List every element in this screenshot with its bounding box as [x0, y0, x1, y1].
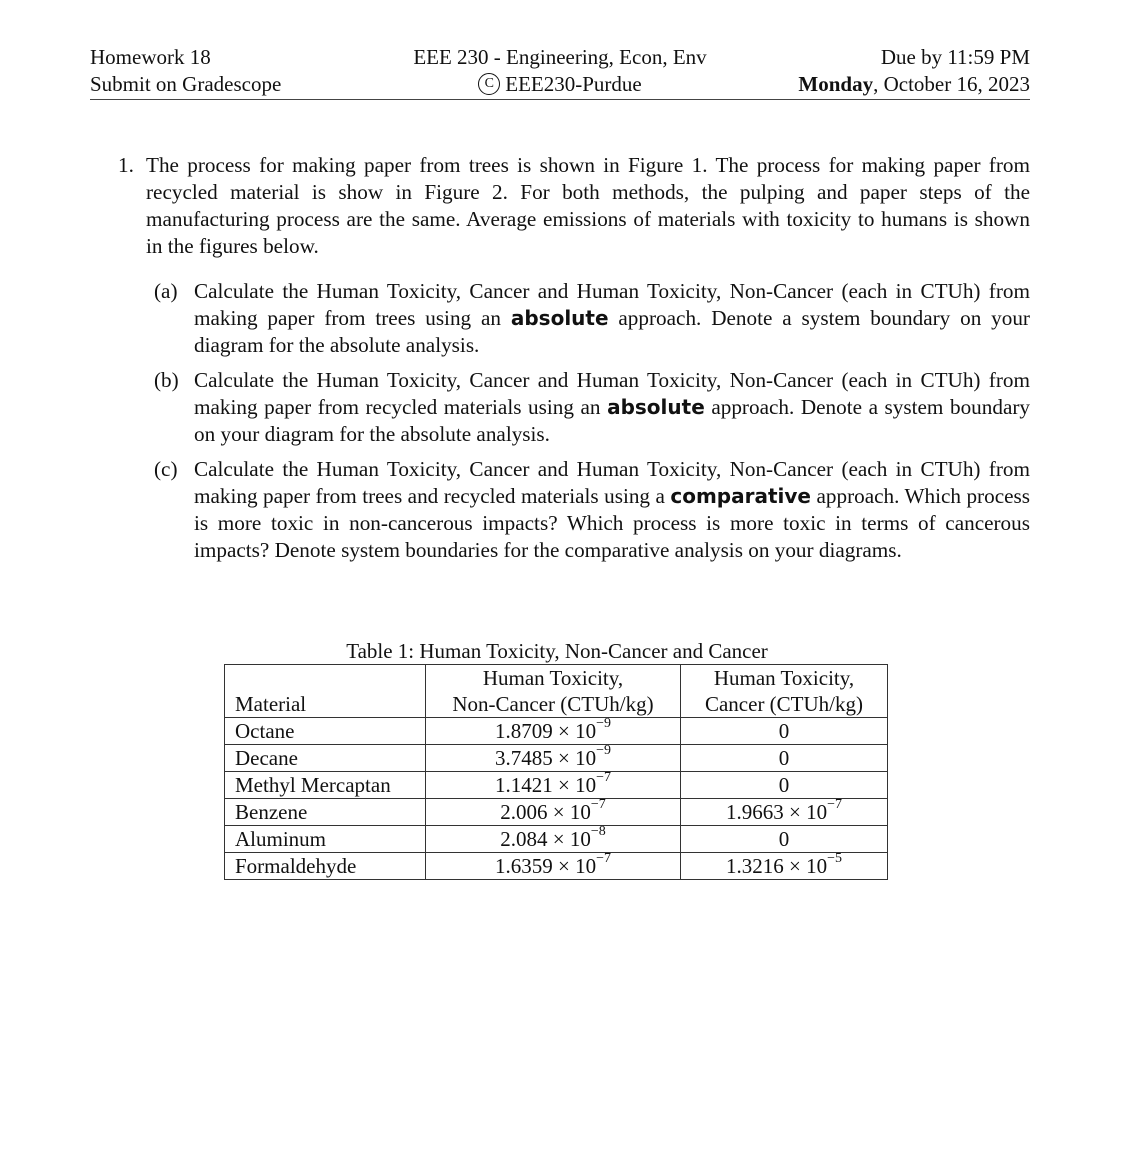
part-label: (c): [154, 457, 178, 481]
part-text-end: approach. Which process is more toxic in non-cancerous impacts? Which process is more toxic in terms of cancerous impacts? Denote system boundaries for the comparative analysis on your diagrams.: [194, 484, 1031, 562]
header-cancer-line1: Human Toxicity,: [713, 666, 855, 690]
cancer-cell: [681, 853, 888, 880]
table-row: [225, 799, 888, 826]
material-cell: Methyl Mercaptan: [225, 772, 426, 799]
table-header-row: [225, 665, 888, 718]
part-text-start: Calculate the Human Toxicity, Cancer and Human Toxicity, Non-Cancer (each in CTUh) from making paper from trees and recycled materials using a: [194, 457, 1030, 508]
material-cell: Formaldehyde: [225, 853, 426, 880]
material-cell: Benzene: [225, 799, 426, 826]
course-title: EEE 230 - Engineering, Econ, Env: [413, 45, 707, 69]
problem-part-a: [154, 278, 1030, 359]
header-cancer: [681, 665, 888, 718]
cancer-mantissa: 0: [778, 773, 790, 797]
cancer-exponent: −5: [827, 851, 842, 866]
problem-part-c: [154, 456, 1030, 564]
part-text: [194, 456, 1030, 564]
header-material: Material: [225, 665, 426, 718]
header-noncancer: [426, 665, 681, 718]
header-noncancer-line2: Non-Cancer (CTUh/kg): [452, 692, 654, 716]
noncancer-mantissa: 1.1421 × 10: [495, 773, 597, 797]
cancer-cell: [681, 718, 888, 745]
noncancer-exponent: −7: [590, 797, 606, 812]
table-row: [225, 718, 888, 745]
noncancer-cell: [426, 772, 681, 799]
part-text-start: Calculate the Human Toxicity, Cancer and Human Toxicity, Non-Cancer (each in CTUh) from making paper from trees using an: [194, 279, 1030, 330]
noncancer-exponent: −9: [596, 716, 611, 731]
part-emphasis: absolute: [510, 306, 609, 330]
due-day: Monday: [798, 72, 874, 96]
cancer-mantissa: 0: [778, 719, 790, 743]
copyright-line: [350, 71, 770, 98]
cancer-mantissa: 0: [778, 746, 790, 770]
toxicity-table: [224, 664, 888, 880]
copyright-icon: C: [478, 73, 500, 95]
table-row: [225, 745, 888, 772]
part-emphasis: absolute: [607, 395, 705, 419]
noncancer-mantissa: 2.084 × 10: [500, 827, 591, 851]
noncancer-exponent: −9: [596, 743, 611, 758]
noncancer-exponent: −7: [596, 851, 611, 866]
table-row: [225, 826, 888, 853]
table-row: [225, 772, 888, 799]
noncancer-mantissa: 1.6359 × 10: [495, 854, 597, 878]
noncancer-mantissa: 2.006 × 10: [500, 800, 591, 824]
part-text-end: approach. Denote a system boundary on your diagram for the absolute analysis.: [194, 395, 1031, 446]
part-label: (a): [154, 279, 178, 303]
cancer-cell: [681, 826, 888, 853]
problem-number: 1.: [118, 153, 134, 177]
material-cell: Octane: [225, 718, 426, 745]
table-row: [225, 853, 888, 880]
material-cell: Decane: [225, 745, 426, 772]
cancer-cell: [681, 745, 888, 772]
header-noncancer-line1: Human Toxicity,: [482, 666, 624, 690]
table-caption: Table 1: Human Toxicity, Non-Cancer and Cancer: [346, 639, 768, 663]
header-cancer-line2: Cancer (CTUh/kg): [704, 692, 864, 716]
page-header: [90, 44, 1030, 100]
cancer-mantissa: 1.3216 × 10: [726, 854, 828, 878]
due-date-rest: , October 16, 2023: [873, 72, 1030, 96]
cancer-cell: [681, 799, 888, 826]
noncancer-exponent: −7: [596, 770, 611, 785]
part-text: [194, 278, 1030, 359]
due-date: [798, 71, 1030, 98]
problem-1: [118, 152, 1030, 572]
cancer-mantissa: 0: [778, 827, 790, 851]
header-left: [90, 44, 281, 98]
header-center: [350, 44, 770, 98]
header-right: [798, 44, 1030, 98]
cancer-cell: [681, 772, 888, 799]
noncancer-mantissa: 1.8709 × 10: [495, 719, 597, 743]
cancer-exponent: −7: [827, 797, 842, 812]
problem-parts: [154, 278, 1030, 564]
noncancer-mantissa: 3.7485 × 10: [495, 746, 597, 770]
noncancer-cell: [426, 718, 681, 745]
copyright-holder: EEE230-Purdue: [505, 72, 642, 96]
noncancer-cell: [426, 745, 681, 772]
submission-note: Submit on Gradescope: [90, 72, 282, 96]
noncancer-cell: [426, 853, 681, 880]
noncancer-cell: [426, 799, 681, 826]
part-label: (b): [154, 368, 179, 392]
noncancer-exponent: −8: [590, 824, 606, 839]
problem-part-b: [154, 367, 1030, 448]
cancer-mantissa: 1.9663 × 10: [726, 800, 828, 824]
part-text: [194, 367, 1030, 448]
due-time: Due by 11:59 PM: [880, 45, 1030, 69]
material-cell: Aluminum: [225, 826, 426, 853]
problem-statement: The process for making paper from trees is shown in Figure 1. The process for making paper from recycled material is show in Figure 2. For both methods, the pulping and paper steps of the manufacturing process are the same. Average emissions of materials with toxicity to humans is shown in the figures below.: [146, 153, 1030, 258]
part-text-end: approach. Denote a system boundary on your diagram for the absolute analysis.: [194, 306, 1030, 357]
noncancer-cell: [426, 826, 681, 853]
part-emphasis: comparative: [670, 484, 811, 508]
part-text-start: Calculate the Human Toxicity, Cancer and Human Toxicity, Non-Cancer (each in CTUh) from making paper from recycled materials using an: [194, 368, 1030, 419]
homework-title: Homework 18: [90, 45, 211, 69]
